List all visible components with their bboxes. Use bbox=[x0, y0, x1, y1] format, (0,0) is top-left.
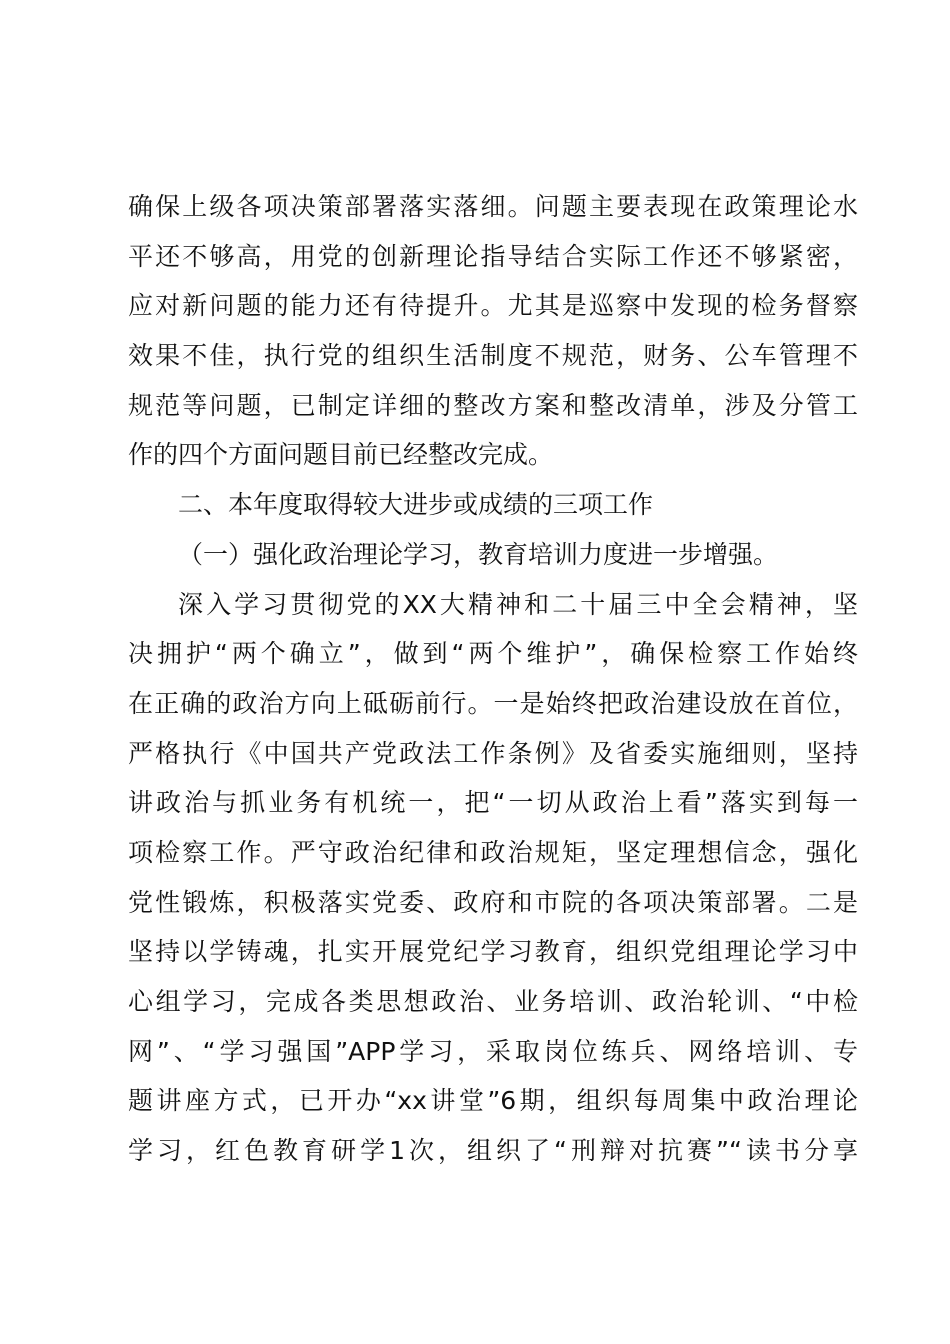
paragraph-line: 在正确的政治方向上砥砺前行。一是始终把政治建设放在首位， bbox=[128, 688, 858, 718]
paragraph-line: 作的四个方面问题目前已经整改完成。 bbox=[128, 440, 554, 470]
paragraph-line: 坚持以学铸魂，扎实开展党纪学习教育，组织党组理论学习中 bbox=[128, 937, 858, 967]
paragraph-line: 网”、“学习强国”APP学习，采取岗位练兵、网络培训、专 bbox=[128, 1036, 858, 1066]
paragraph-line: 规范等问题，已制定详细的整改方案和整改清单，涉及分管工 bbox=[128, 390, 858, 420]
paragraph-line: 学习，红色教育研学1次，组织了“刑辩对抗赛”“读书分享 bbox=[128, 1136, 858, 1166]
paragraph-line: 讲政治与抓业务有机统一，把“一切从政治上看”落实到每一 bbox=[128, 788, 858, 818]
document-body bbox=[128, 182, 858, 1176]
paragraph-line: 平还不够高，用党的创新理论指导结合实际工作还不够紧密， bbox=[128, 241, 858, 271]
paragraph-line: 严格执行《中国共产党政法工作条例》及省委实施细则，坚持 bbox=[128, 738, 858, 768]
paragraph-line: 项检察工作。严守政治纪律和政治规矩，坚定理想信念，强化 bbox=[128, 837, 858, 867]
paragraph-line: 党性锻炼，积极落实党委、政府和市院的各项决策部署。二是 bbox=[128, 887, 858, 917]
section-heading: 二、本年度取得较大进步或成绩的三项工作 bbox=[178, 490, 654, 520]
paragraph-line: 深入学习贯彻党的XX大精神和二十届三中全会精神，坚 bbox=[178, 589, 858, 619]
paragraph-line: 心组学习，完成各类思想政治、业务培训、政治轮训、“中检 bbox=[128, 987, 858, 1016]
paragraph-line: 题讲座方式，已开办“xx讲堂”6期，组织每周集中政治理论 bbox=[128, 1086, 858, 1116]
paragraph-line: 效果不佳，执行党的组织生活制度不规范，财务、公车管理不 bbox=[128, 341, 858, 371]
paragraph-line: 决拥护“两个确立”，做到“两个维护”，确保检察工作始终 bbox=[128, 639, 858, 669]
paragraph-line: 应对新问题的能力还有待提升。尤其是巡察中发现的检务督察 bbox=[128, 291, 858, 321]
paragraph-line: 确保上级各项决策部署落实落细。问题主要表现在政策理论水 bbox=[128, 192, 858, 221]
subsection-heading: （一）强化政治理论学习，教育培训力度进一步增强。 bbox=[178, 539, 779, 569]
